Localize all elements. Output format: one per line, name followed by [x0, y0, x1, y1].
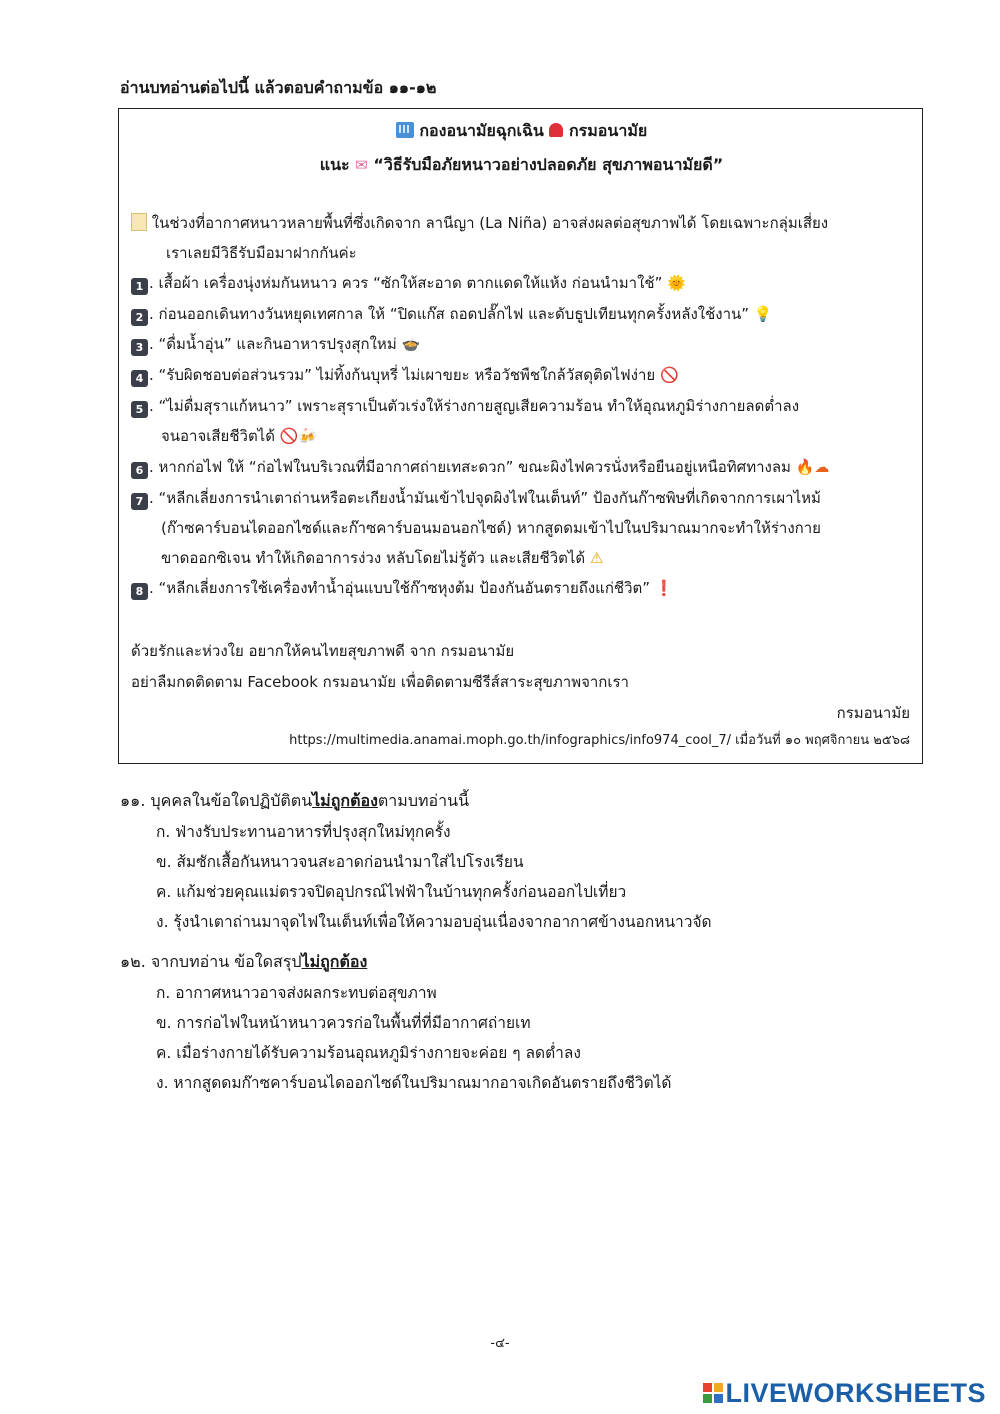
- list-item: 6 . หากก่อไฟ ให้ “ก่อไฟในบริเวณที่มีอากาศถ่ายเทสะดวก” ขณะผิงไฟควรนั่งหรือยืนอยู่เหนือทิศทางลม 🔥☁: [131, 455, 829, 479]
- liveworksheets-logo[interactable]: [703, 1378, 986, 1408]
- memo-icon: [131, 213, 147, 231]
- option[interactable]: ข. ส้มซักเสื้อกันหนาวจนสะอาดก่อนนำมาใส่ไปโรงเรียน: [156, 853, 524, 871]
- option[interactable]: ก. ฟ่างรับประทานอาหารที่ปรุงสุกใหม่ทุกครั้ง: [156, 823, 451, 841]
- article-title-line1: กองอนามัยฉุกเฉิน กรมอนามัย: [119, 119, 924, 144]
- list-item: 5 . “ไม่ดื่มสุราแก้หนาว” เพราะสุราเป็นตัวเร่งให้ร่างกายสูญเสียความร้อน ทำให้อุณหภูมิร่างกายลดต่ำลง: [131, 394, 799, 418]
- list-item-continuation: จนอาจเสียชีวิตได้ 🚫🍻: [161, 427, 318, 445]
- building-icon: [396, 122, 414, 138]
- source-citation: https://multimedia.anamai.moph.go.th/infographics/info974_cool_7/ เมื่อวันที่ ๑๐ พฤศจิกายน ๒๕๖๘: [289, 733, 910, 748]
- fire-cloud-icon: 🔥☁: [795, 458, 830, 476]
- article-title-line2: แนะ ✉ “วิธีรับมือภัยหนาวอย่างปลอดภัย สุขภาพอนามัยดี”: [319, 155, 724, 174]
- list-item: 2 . ก่อนออกเดินทางวันหยุดเทศกาล ให้ “ปิดแก๊ส ถอดปลั๊กไฟ และดับธูปเทียนทุกครั้งหลังใช้งาน” 💡: [131, 302, 773, 326]
- question-12: ๑๒. จากบทอ่าน ข้อใดสรุปไม่ถูกต้อง: [120, 952, 368, 971]
- option[interactable]: ค. เมื่อร่างกายได้รับความร้อนอุณหภูมิร่างกายจะค่อย ๆ ลดต่ำลง: [156, 1044, 581, 1062]
- siren-icon: [549, 123, 563, 137]
- no-alcohol-icon: 🚫🍻: [279, 427, 318, 445]
- closing-line1: ด้วยรักและห่วงใย อยากให้คนไทยสุขภาพดี จาก กรมอนามัย: [131, 642, 515, 660]
- list-item: 4 . “รับผิดชอบต่อส่วนรวม” ไม่ทิ้งก้นบุหรี่ ไม่เผาขยะ หรือวัชพืชใกล้วัสดุติดไฟง่าย 🚫: [131, 363, 679, 387]
- list-item: 1 . เสื้อผ้า เครื่องนุ่งห่มกันหนาว ควร “ซักให้สะอาด ตากแดดให้แห้ง ก่อนนำมาใช้” 🌞: [131, 271, 686, 295]
- option[interactable]: ค. แก้มช่วยคุณแม่ตรวจปิดอุปกรณ์ไฟฟ้าในบ้านทุกครั้งก่อนออกไปเที่ยว: [156, 883, 627, 901]
- option[interactable]: ง. หากสูดดมก๊าซคาร์บอนไดออกไซด์ในปริมาณมากอาจเกิดอันตรายถึงชีวิตได้: [156, 1074, 672, 1092]
- signature: กรมอนามัย: [836, 704, 910, 722]
- exclamation-icon: ❗: [654, 579, 674, 597]
- closing-line2: อย่าลืมกดติดตาม Facebook กรมอนามัย เพื่อติดตามซีรีส์สาระสุขภาพจากเรา: [131, 673, 629, 691]
- number-badge: 7: [131, 493, 148, 510]
- number-badge: 8: [131, 583, 148, 600]
- list-item-continuation: ขาดออกซิเจน ทำให้เกิดอาการง่วง หลับโดยไม่รู้ตัว และเสียชีวิตได้ ⚠: [161, 549, 604, 567]
- number-badge: 5: [131, 401, 148, 418]
- emphasis-text: ไม่ถูกต้อง: [301, 952, 368, 971]
- logo-text: LIVEWORKSHEETS: [725, 1377, 986, 1408]
- love-letter-icon: ✉: [355, 156, 368, 174]
- option[interactable]: ก. อากาศหนาวอาจส่งผลกระทบต่อสุขภาพ: [156, 984, 437, 1002]
- intro-line1: ในช่วงที่อากาศหนาวหลายพื้นที่ซึ่งเกิดจาก ลานีญา (La Niña) อาจส่งผลต่อสุขภาพได้ โดยเฉพาะกลุ่มเสี่ยง: [131, 211, 828, 235]
- list-item-continuation: (ก๊าซคาร์บอนไดออกไซด์และก๊าซคาร์บอนมอนอกไซด์) หากสูดดมเข้าไปในปริมาณมากจะทำให้ร่างกาย: [161, 519, 821, 537]
- list-item: 7 . “หลีกเลี่ยงการนำเตาถ่านหรือตะเกียงน้ำมันเข้าไปจุดผิงไฟในเต็นท์” ป้องกันก๊าซพิษที่เกิดจากการเผาไหม้: [131, 486, 821, 510]
- emphasis-text: ไม่ถูกต้อง: [312, 791, 378, 810]
- warning-icon: ⚠: [589, 549, 604, 567]
- instruction-heading: อ่านบทอ่านต่อไปนี้ แล้วตอบคำถามข้อ ๑๑-๑๒: [120, 78, 437, 97]
- number-badge: 4: [131, 370, 148, 387]
- logo-mark-icon: [703, 1383, 723, 1403]
- light-bulb-icon: 💡: [753, 305, 773, 323]
- option[interactable]: ง. รุ้งนำเตาถ่านมาจุดไฟในเต็นท์เพื่อให้ความอบอุ่นเนื่องจากอากาศข้างนอกหนาวจัด: [156, 913, 712, 931]
- number-badge: 6: [131, 462, 148, 479]
- article-box: [118, 108, 923, 764]
- intro-line2: เราเลยมีวิธีรับมือมาฝากกันค่ะ: [166, 244, 357, 262]
- prohibited-icon: 🚫: [659, 366, 679, 384]
- question-11: ๑๑. บุคคลในข้อใดปฏิบัติตนไม่ถูกต้องตามบทอ่านนี้: [120, 791, 469, 810]
- number-badge: 3: [131, 339, 148, 356]
- number-badge: 2: [131, 309, 148, 326]
- list-item: 3 . “ดื่มน้ำอุ่น” และกินอาหารปรุงสุกใหม่ 🍲: [131, 332, 420, 356]
- pot-of-food-icon: 🍲: [401, 335, 421, 353]
- list-item: 8 . “หลีกเลี่ยงการใช้เครื่องทำน้ำอุ่นแบบใช้ก๊าซหุงต้ม ป้องกันอันตรายถึงแก่ชีวิต” ❗: [131, 576, 673, 600]
- option[interactable]: ข. การก่อไฟในหน้าหนาวควรก่อในพื้นที่ที่มีอากาศถ่ายเท: [156, 1014, 531, 1032]
- number-badge: 1: [131, 278, 148, 295]
- sun-icon: 🌞: [667, 274, 686, 292]
- page-number: -๔-: [490, 1336, 510, 1351]
